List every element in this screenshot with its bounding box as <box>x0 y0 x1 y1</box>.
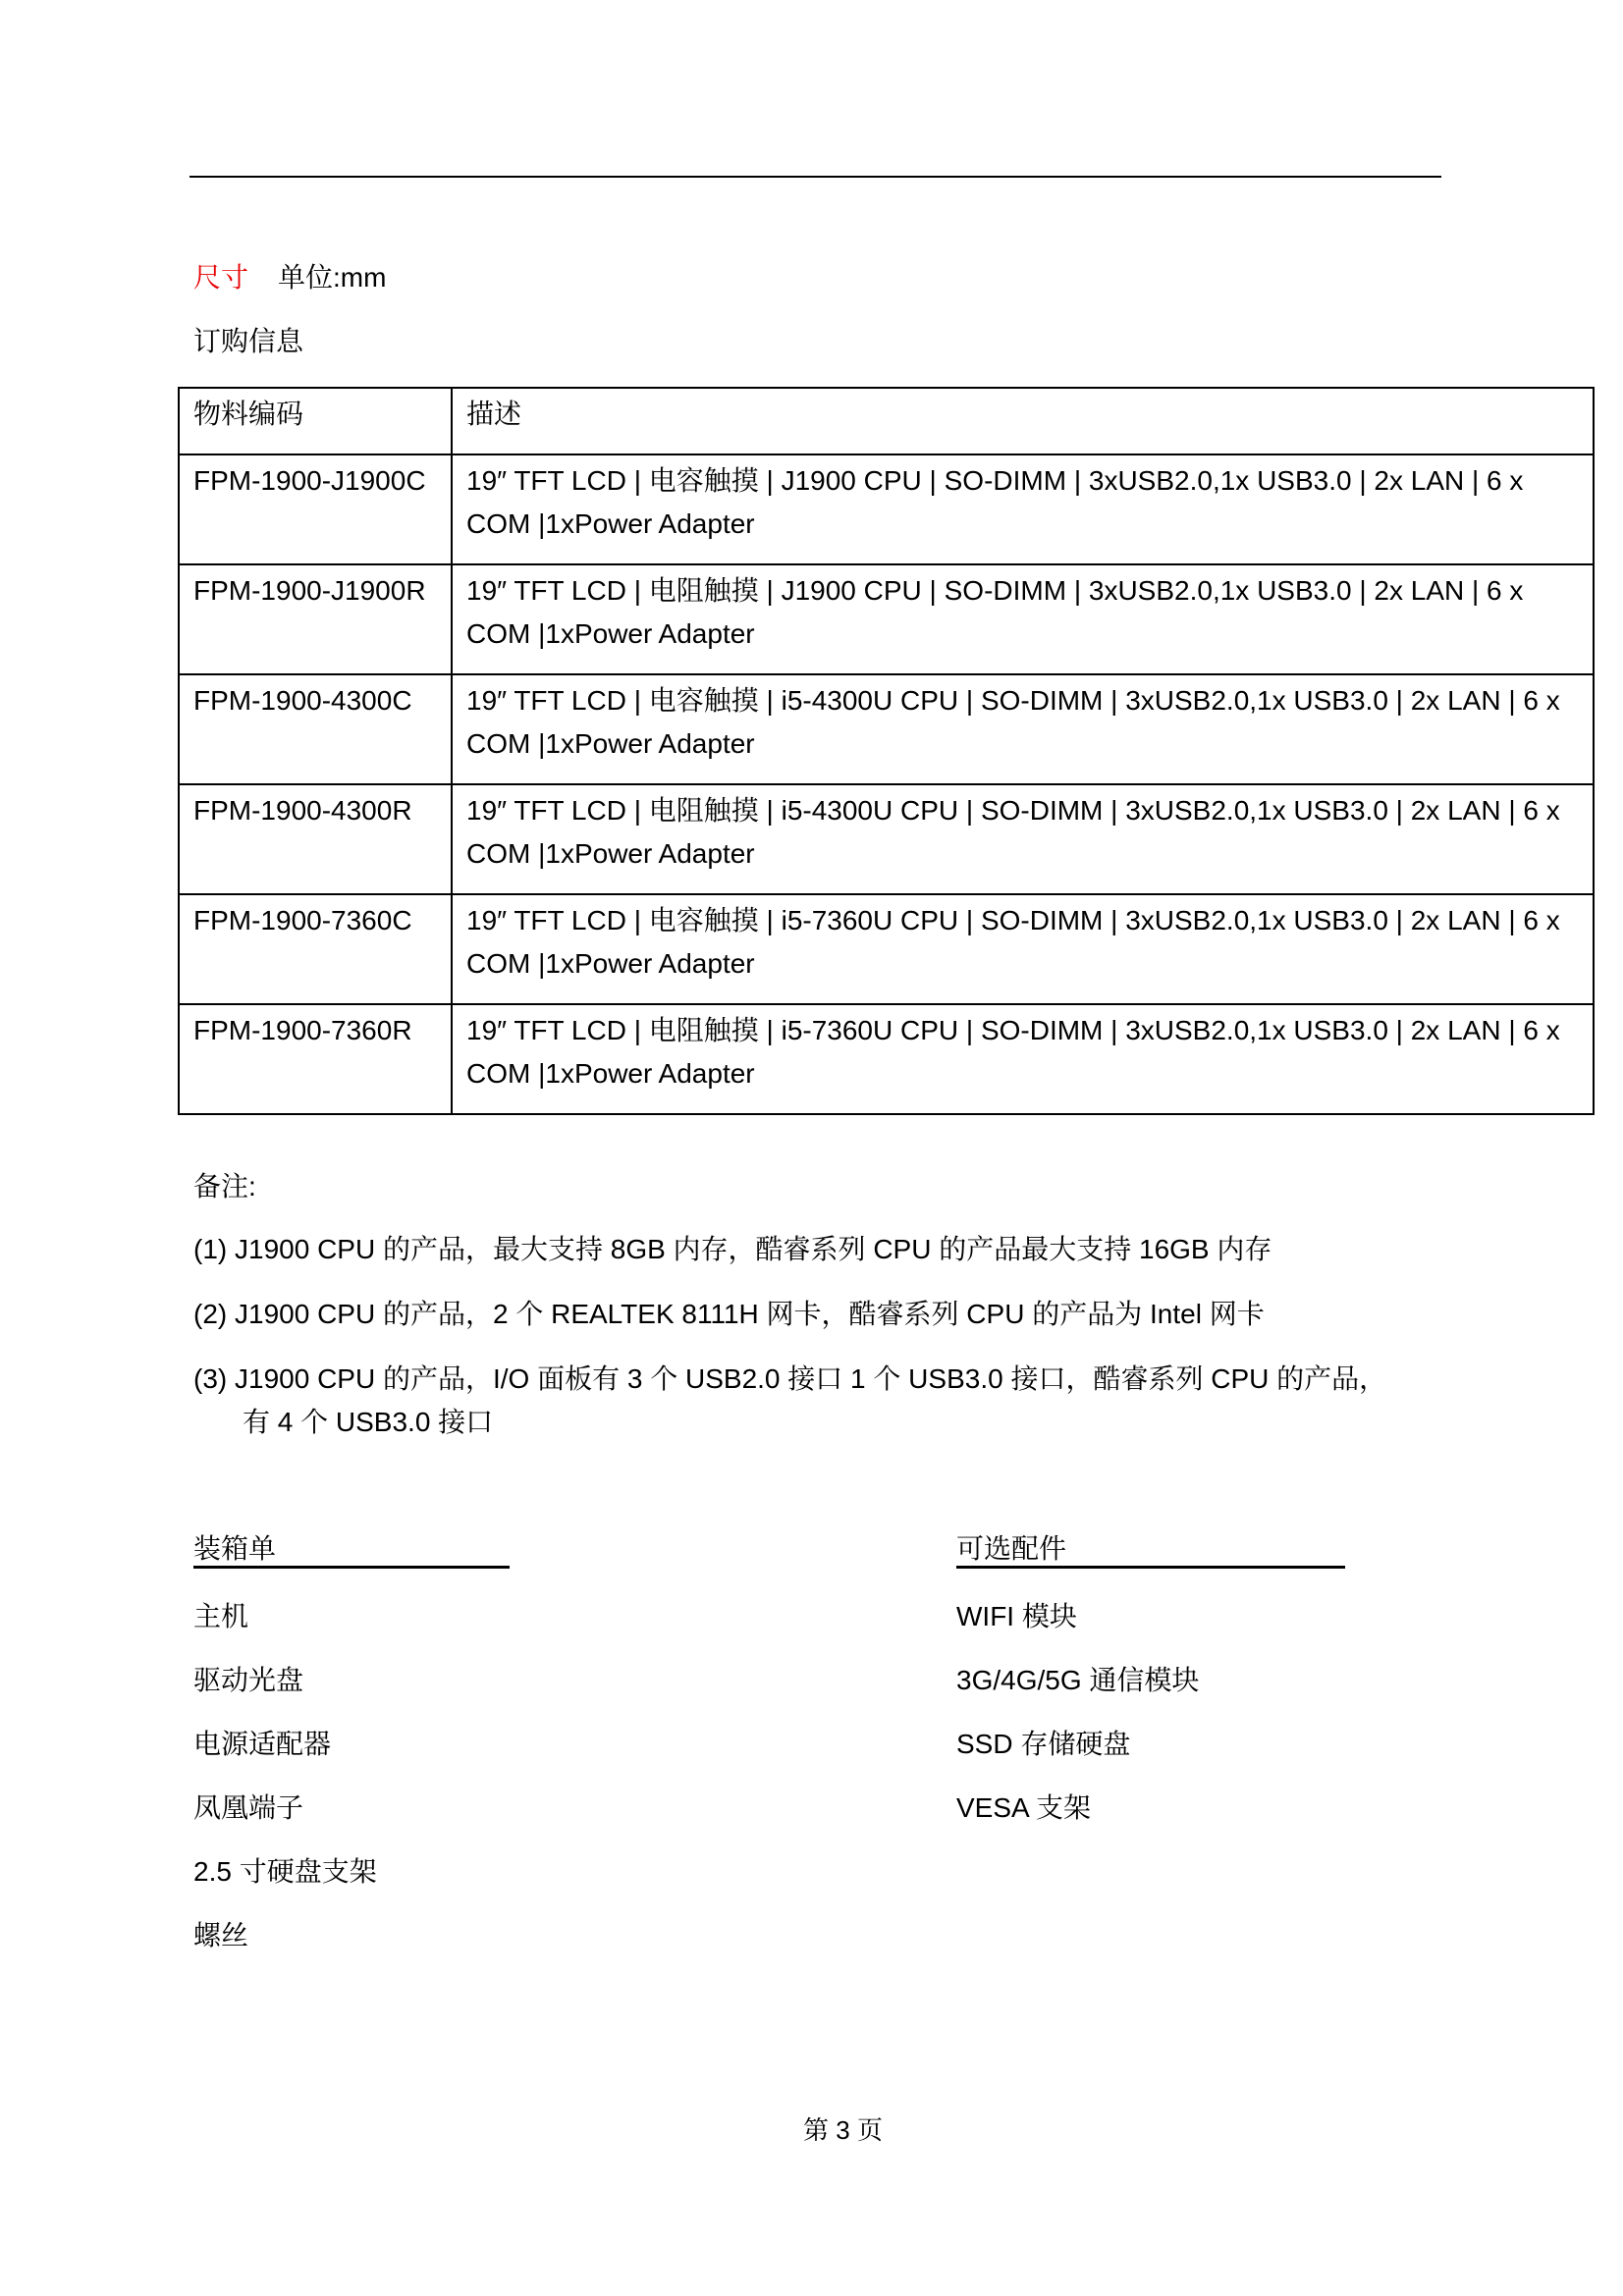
table-row <box>179 1004 1594 1114</box>
cell-desc: 19″ TFT LCD | 电容触摸 | i5-7360U CPU | SO-DIMM | 3xUSB2.0,1x USB3.0 | 2x LAN | 6 x COM |1xPower Adapter <box>452 894 1594 1004</box>
packing-item: 主机 <box>193 1601 249 1631</box>
table-row <box>179 564 1594 674</box>
accessory-item: VESA 支架 <box>956 1792 1091 1823</box>
cell-code: FPM-1900-4300C <box>179 674 452 784</box>
note-item-3 <box>193 1362 1386 1439</box>
dimensions-line <box>193 261 386 294</box>
cell-code: FPM-1900-7360C <box>179 894 452 1004</box>
packing-item: 2.5 寸硬盘支架 <box>193 1856 377 1887</box>
packing-item: 驱动光盘 <box>193 1665 304 1695</box>
table-header-row <box>179 388 1594 454</box>
dimensions-unit: 单位:mm <box>278 262 387 293</box>
note-item-2: (2) J1900 CPU 的产品，2 个 REALTEK 8111H 网卡，酷睿系列 CPU 的产品为 Intel 网卡 <box>193 1299 1265 1329</box>
ordering-table <box>178 387 1595 1115</box>
column-header-code: 物料编码 <box>179 388 452 454</box>
packing-item: 凤凰端子 <box>193 1792 304 1823</box>
cell-code: FPM-1900-J1900R <box>179 564 452 674</box>
cell-desc: 19″ TFT LCD | 电阻触摸 | J1900 CPU | SO-DIMM | 3xUSB2.0,1x USB3.0 | 2x LAN | 6 x COM |1xPower Adapter <box>452 564 1594 674</box>
packing-item: 螺丝 <box>193 1920 249 1950</box>
dimensions-label: 尺寸 <box>193 262 249 293</box>
note-item-1: (1) J1900 CPU 的产品，最大支持 8GB 内存，酷睿系列 CPU 的产品最大支持 16GB 内存 <box>193 1234 1272 1264</box>
cell-code: FPM-1900-7360R <box>179 1004 452 1114</box>
table-row <box>179 674 1594 784</box>
accessory-item: 3G/4G/5G 通信模块 <box>956 1665 1200 1695</box>
table-row <box>179 454 1594 564</box>
column-header-desc: 描述 <box>452 388 1594 454</box>
cell-desc: 19″ TFT LCD | 电容触摸 | i5-4300U CPU | SO-DIMM | 3xUSB2.0,1x USB3.0 | 2x LAN | 6 x COM |1xPower Adapter <box>452 674 1594 784</box>
table-row <box>179 894 1594 1004</box>
note-item-3-line1: (3) J1900 CPU 的产品，I/O 面板有 3 个 USB2.0 接口 1 个 USB3.0 接口，酷睿系列 CPU 的产品， <box>193 1363 1387 1394</box>
cell-desc: 19″ TFT LCD | 电阻触摸 | i5-7360U CPU | SO-DIMM | 3xUSB2.0,1x USB3.0 | 2x LAN | 6 x COM |1xPower Adapter <box>452 1004 1594 1114</box>
optional-accessories-title: 可选配件 <box>956 1532 1345 1569</box>
packing-item: 电源适配器 <box>193 1729 332 1759</box>
cell-code: FPM-1900-4300R <box>179 784 452 894</box>
table-row <box>179 784 1594 894</box>
cell-desc: 19″ TFT LCD | 电阻触摸 | i5-4300U CPU | SO-DIMM | 3xUSB2.0,1x USB3.0 | 2x LAN | 6 x COM |1xPower Adapter <box>452 784 1594 894</box>
cell-desc: 19″ TFT LCD | 电容触摸 | J1900 CPU | SO-DIMM | 3xUSB2.0,1x USB3.0 | 2x LAN | 6 x COM |1xPower Adapter <box>452 454 1594 564</box>
ordering-title: 订购信息 <box>193 326 304 356</box>
page-number: 第 3 页 <box>803 2115 883 2145</box>
notes-title: 备注: <box>193 1171 256 1201</box>
note-item-3-line2: 有 4 个 USB3.0 接口 <box>243 1407 494 1437</box>
accessory-item: SSD 存储硬盘 <box>956 1729 1131 1759</box>
cell-code: FPM-1900-J1900C <box>179 454 452 564</box>
accessory-item: WIFI 模块 <box>956 1601 1077 1631</box>
header-rule <box>189 176 1441 178</box>
packing-list-title: 装箱单 <box>193 1532 510 1569</box>
